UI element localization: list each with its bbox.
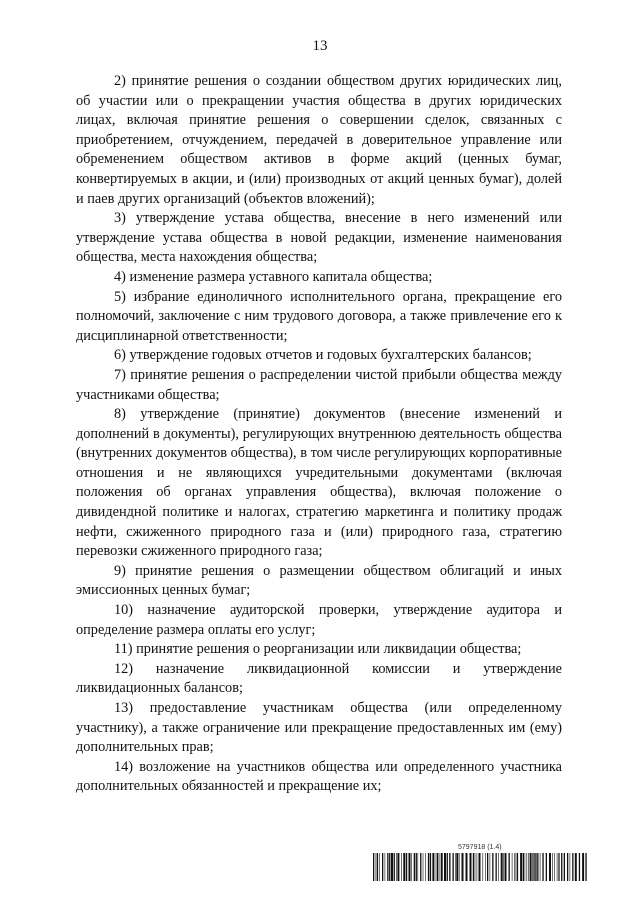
list-item-7: 7) принятие решения о распределении чистой прибыли общества между участниками общества; xyxy=(76,366,562,403)
list-item-5: 5) избрание единоличного исполнительного органа, прекращение его полномочий, заключение с ним трудового договора, а также привлечение его к дисциплинарной ответственности; xyxy=(76,288,562,344)
barcode xyxy=(373,853,587,881)
list-item-9: 9) принятие решения о размещении обществом облигаций и иных эмиссионных ценных бумаг; xyxy=(76,562,562,599)
list-item-12: 12) назначение ликвидационной комиссии и утверждение ликвидационных балансов; xyxy=(76,660,562,697)
list-item-11: 11) принятие решения о реорганизации или ликвидации общества; xyxy=(114,641,522,658)
document-code: 5797918 (1.4) xyxy=(458,844,502,851)
list-item-14: 14) возложение на участников общества или определенного участника дополнительных обязанностей и прекращение их; xyxy=(76,758,562,795)
list-item-13: 13) предоставление участникам общества (или определенному участнику), а также ограничение или прекращение предоставленных им (ему) дополнительных прав; xyxy=(76,700,562,756)
list-item-4: 4) изменение размера уставного капитала общества; xyxy=(114,268,433,285)
list-item-2: 2) принятие решения о создании обществом других юридических лиц, об участии или о прекращении участия общества в других юридических лицах, включая принятие решения о совершении сделок, связанных с приобретением, отчуждением, передачей в доверительное управление или обременением обществом активов в форме акций (ценных бумаг, конвертируемых в акции, и (или) производных от акций ценных бумаг), долей и паев других организаций (объектов вложений); xyxy=(76,73,562,207)
list-item-3: 3) утверждение устава общества, внесение в него изменений или утверждение устава общества в новой редакции, изменение наименования общества, места нахождения общества; xyxy=(76,210,562,266)
page-number: 13 xyxy=(312,38,328,54)
list-item-10: 10) назначение аудиторской проверки, утверждение аудитора и определение размера оплаты его услуг; xyxy=(76,602,562,638)
list-item-8: 8) утверждение (принятие) документов (внесение изменений и дополнений в документы), регулирующих внутреннюю деятельность общества (внутренних документов общества), в том числе регулирующих корпоративные отношения и не являющихся учредительными документами (включая положения об органах управления общества), включая положение о дивидендной политике и налогах, стратегию маркетинга и политику продаж нефти, сжиженного природного газа и (или) природного газа, стратегию перевозки сжиженного природного газа; xyxy=(76,406,562,560)
list-item-6: 6) утверждение годовых отчетов и годовых бухгалтерских балансов; xyxy=(114,347,532,364)
document-body xyxy=(76,72,562,797)
